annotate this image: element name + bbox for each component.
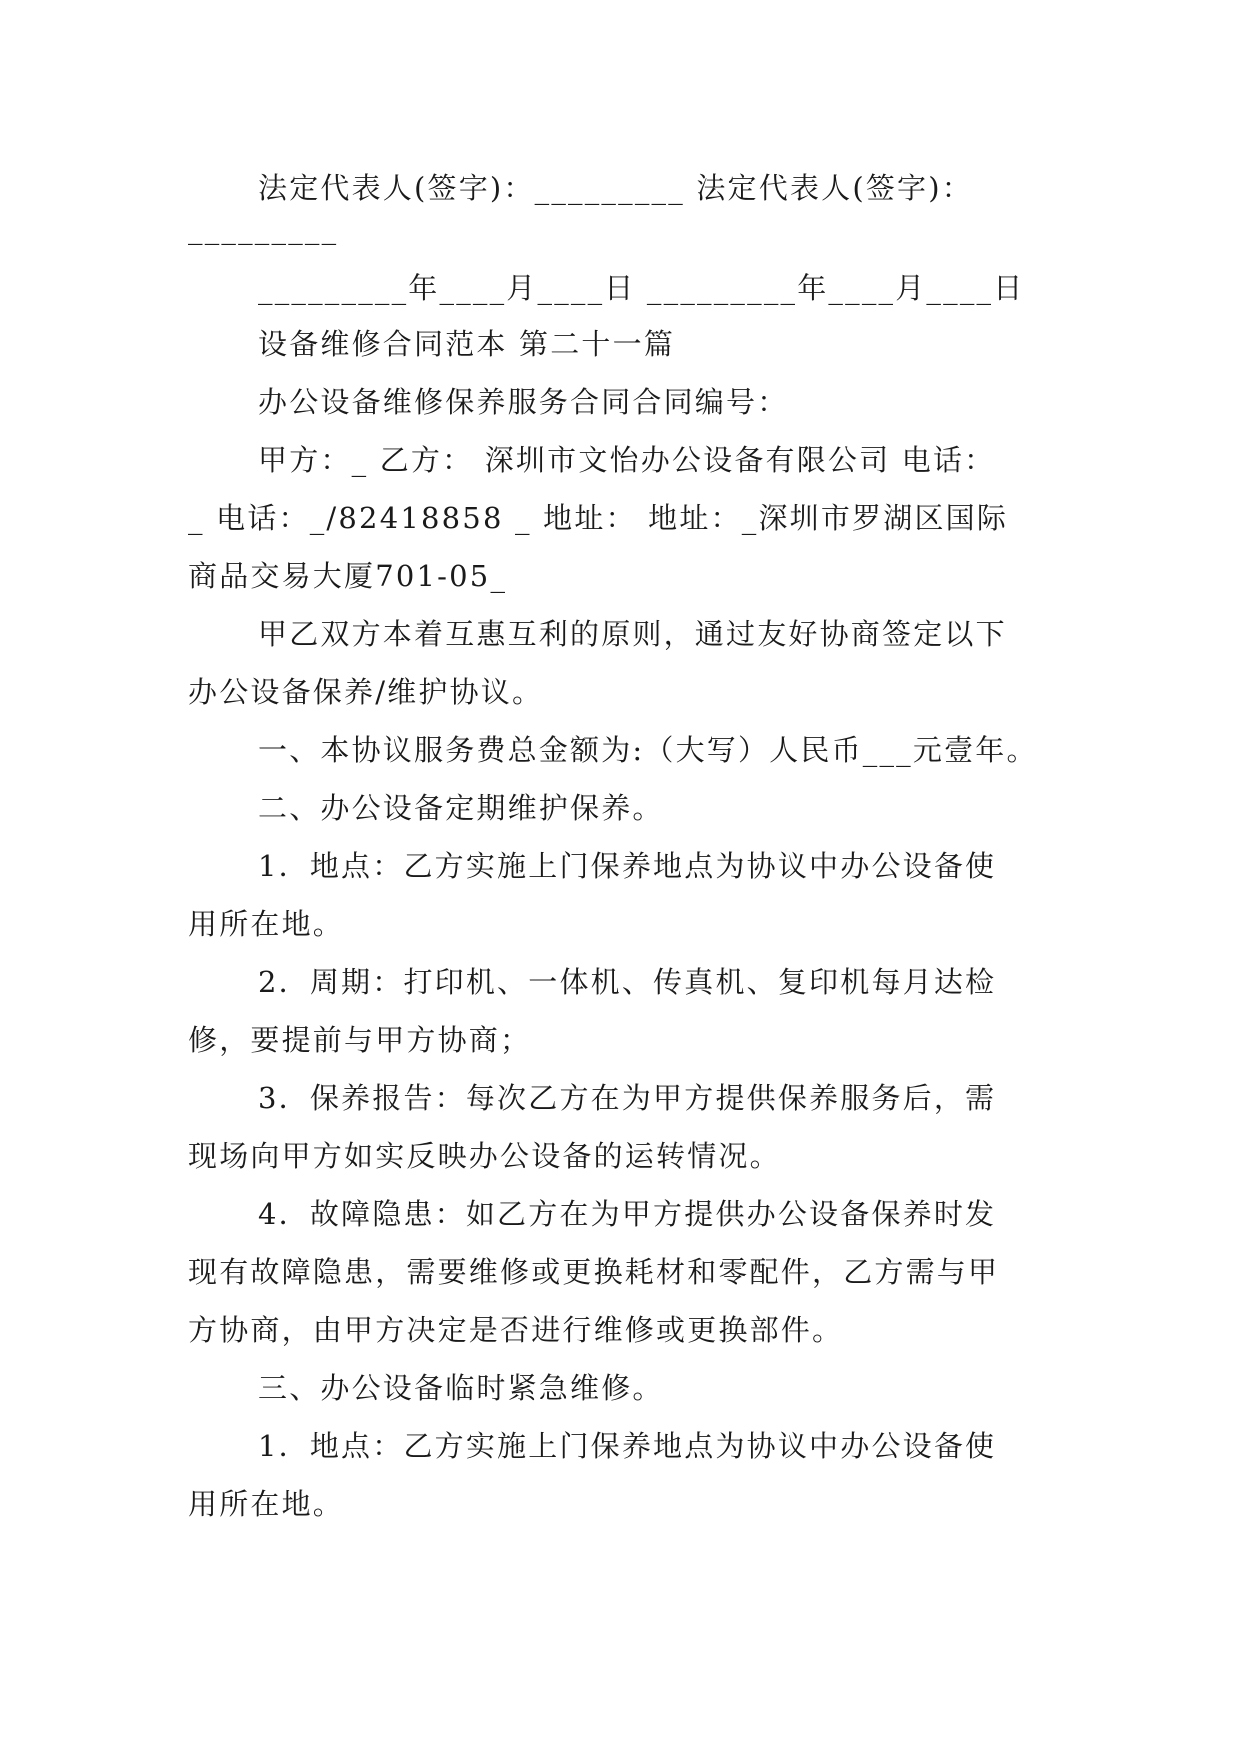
section-heading: 设备维修合同范本 第二十一篇	[258, 327, 676, 361]
clause-line: 3．保养报告：每次乙方在为甲方提供保养服务后，需	[258, 1081, 997, 1115]
clause-line: 修，要提前与甲方协商；	[188, 1023, 532, 1057]
clause-line: 1．地点：乙方实施上门保养地点为协议中办公设备使	[258, 849, 997, 883]
paragraph-line: 办公设备保养/维护协议。	[188, 675, 544, 709]
clause-line: 现场向甲方如实反映办公设备的运转情况。	[188, 1139, 781, 1173]
clause-line: 2．周期：打印机、一体机、传真机、复印机每月达检	[258, 965, 997, 999]
clause-line: 用所在地。	[188, 1487, 345, 1521]
clause-heading: 三、办公设备临时紧急维修。	[258, 1371, 664, 1405]
contract-title-line: 办公设备维修保养服务合同合同编号：	[258, 385, 789, 419]
party-info-line: 甲方：_ 乙方： 深圳市文怡办公设备有限公司 电话：	[258, 443, 996, 477]
clause-line: 方协商，由甲方决定是否进行维修或更换部件。	[188, 1313, 844, 1347]
party-info-line: _ 电话：_/82418858 _ 地址： 地址：_深圳市罗湖区国际	[188, 501, 1009, 535]
clause-heading: 二、办公设备定期维护保养。	[258, 791, 664, 825]
clause-line: 4．故障隐患：如乙方在为甲方提供办公设备保养时发	[258, 1197, 997, 1231]
paragraph-line: 甲乙双方本着互惠互利的原则，通过友好协商签定以下	[258, 617, 1007, 651]
party-info-line: 商品交易大厦701-05_	[188, 559, 508, 593]
clause-line: 1．地点：乙方实施上门保养地点为协议中办公设备使	[258, 1429, 997, 1463]
signature-blank-line: _________	[188, 211, 339, 245]
clause-line: 用所在地。	[188, 907, 345, 941]
date-line: _________年____月____日 _________年____月____日	[258, 271, 1025, 305]
clause-line: 一、本协议服务费总金额为:（大写）人民币___元壹年。	[258, 733, 1038, 767]
signature-line: 法定代表人(签字)：_________ 法定代表人(签字)：	[258, 171, 973, 205]
clause-line: 现有故障隐患，需要维修或更换耗材和零配件，乙方需与甲	[188, 1255, 1000, 1289]
